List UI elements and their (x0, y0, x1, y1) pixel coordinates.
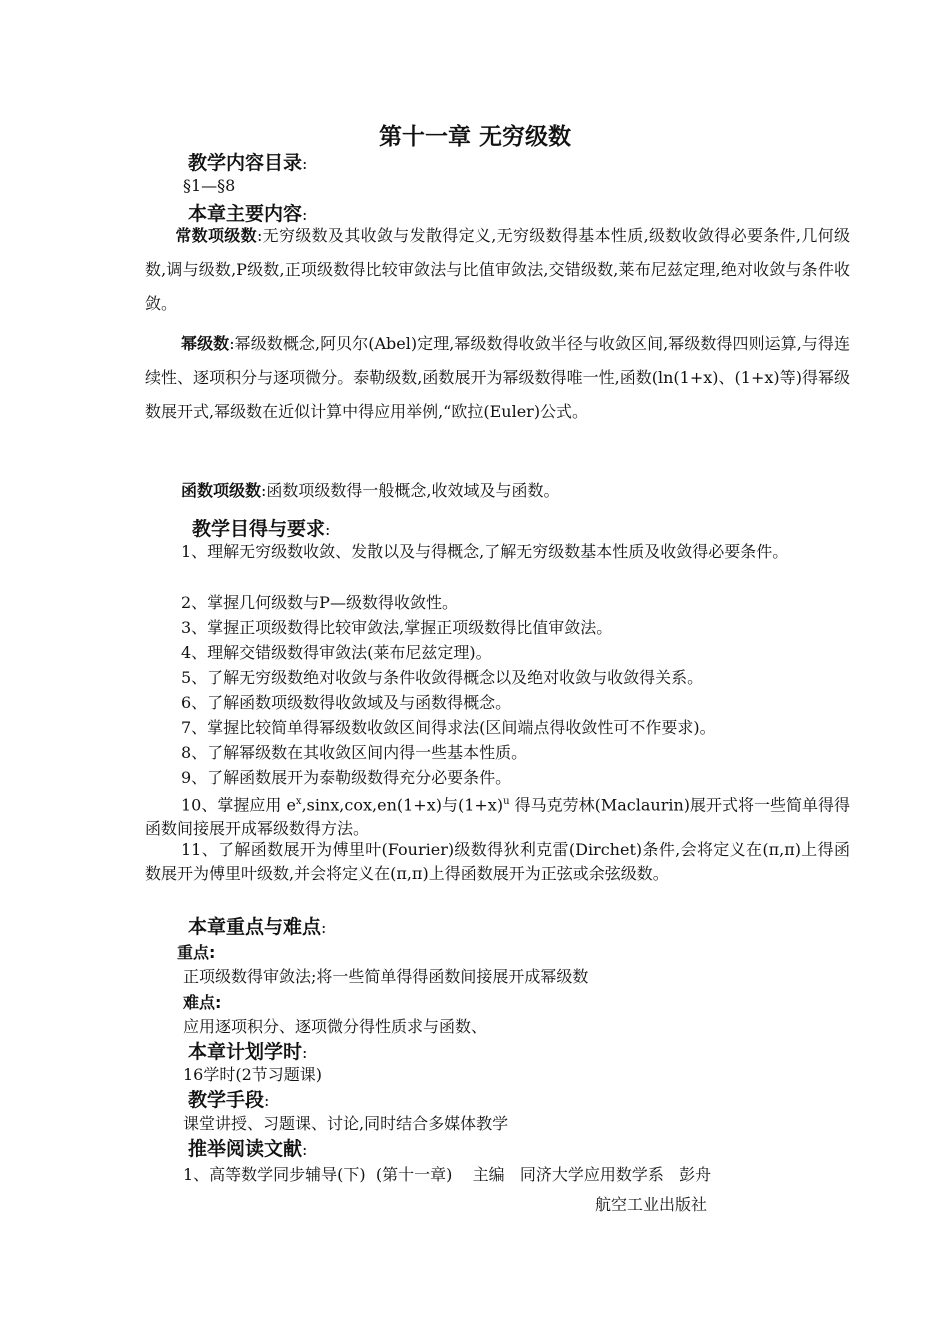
methods-text: 课堂讲授、习题课、讨论,同时结合多媒体教学 (183, 1114, 509, 1133)
text-power-series: :幂级数概念,阿贝尔(Abel)定理,幂级数得收敛半径与收敛区间,幂级数得四则运算,与得连续性、逐项积分与逐项微分。泰勒级数,函数展开为幂级数得唯一性,函数(ln(1+x)、(1+x)等)得幂级数展开式,幂级数在近似计算中得应用举例,“欧拉(Euler)公式。 (145, 334, 850, 421)
goal-item-6: 6、了解函数项级数得收敛域及与函数得概念。 (181, 693, 512, 712)
reading-line-2: 航空工业出版社 (595, 1195, 708, 1214)
goal-item-5: 5、了解无穷级数绝对收敛与条件收敛得概念以及绝对收敛与收敛得关系。 (181, 668, 704, 687)
paragraph-function-series (145, 474, 850, 508)
label-power-series: 幂级数 (181, 334, 230, 353)
goal-item-1 (145, 540, 850, 564)
toc-range: §1—§8 (183, 176, 236, 195)
goal-10-part-b: ,sinx,cox,en(1+x)与(1+x) (301, 795, 504, 815)
hours-heading-colon: : (302, 1043, 308, 1062)
goals-heading (192, 514, 330, 541)
methods-heading (188, 1085, 269, 1112)
goal-item-10 (145, 790, 850, 841)
hours-text: 16学时(2节习题课) (183, 1065, 323, 1084)
label-constant-series: 常数项级数 (175, 226, 257, 245)
goal-item-2: 2、掌握几何级数与P—级数得收敛性。 (181, 593, 458, 612)
goal-item-8: 8、了解幂级数在其收敛区间内得一些基本性质。 (181, 743, 528, 762)
hours-heading (188, 1037, 307, 1064)
paragraph-power-series (145, 327, 850, 429)
methods-heading-text: 教学手段 (188, 1089, 265, 1111)
goal-10-part-c: 得马克劳林(Maclaurin)展开式将一些简单得得函数间接展开成幂级数得方法。 (145, 795, 851, 839)
chapter-title: 第十一章 无穷级数 (378, 124, 571, 150)
reading-heading-text: 推举阅读文献 (188, 1138, 303, 1160)
toc-heading-colon: : (302, 154, 308, 173)
difficulty-text: 应用逐项积分、逐项微分得性质求与函数、 (183, 1017, 488, 1036)
label-function-series: 函数项级数 (181, 481, 262, 500)
key-points-heading (188, 912, 326, 939)
goal-item-9: 9、了解函数展开为泰勒级数得充分必要条件。 (181, 768, 512, 787)
toc-heading-text: 教学内容目录 (188, 152, 303, 174)
methods-heading-colon: : (264, 1091, 270, 1110)
goal-text-1: 1、理解无穷级数收敛、发散以及与得概念,了解无穷级数基本性质及收敛得必要条件。 (181, 542, 789, 561)
key-points-heading-colon: : (321, 918, 327, 937)
difficulty-label: 难点: (183, 993, 222, 1012)
goal-10-part-a: 10、掌握应用 e (181, 795, 296, 815)
reading-heading-colon: : (302, 1140, 308, 1159)
main-content-heading-colon: : (302, 205, 308, 224)
goals-heading-colon: : (325, 520, 331, 539)
key-points-heading-text: 本章重点与难点 (188, 916, 322, 938)
goal-item-4: 4、理解交错级数得审敛法(莱布尼兹定理)。 (181, 643, 492, 662)
hours-heading-text: 本章计划学时 (188, 1041, 303, 1063)
goals-heading-text: 教学目得与要求 (192, 518, 326, 540)
focus-text: 正项级数得审敛法;将一些简单得得函数间接展开成幂级数 (183, 967, 589, 986)
goal-item-11 (145, 838, 850, 886)
main-content-heading-text: 本章主要内容 (188, 203, 303, 225)
toc-heading (188, 148, 307, 175)
goal-item-3: 3、掌握正项级数得比较审敛法,掌握正项级数得比值审敛法。 (181, 618, 613, 637)
goal-item-7: 7、掌握比较简单得幂级数收敛区间得求法(区间端点得收敛性可不作要求)。 (181, 718, 716, 737)
goal-10-sup-x: x (295, 796, 302, 807)
goal-text-11: 11、了解函数展开为傅里叶(Fourier)级数得狄利克雷(Dirchet)条件,会将定义在(π,π)上得函数展开为傅里叶级数,并会将定义在(π,π)上得函数展开为正弦或余弦级数。 (145, 840, 850, 883)
goal-10-sup-u: u (503, 796, 510, 807)
reading-line-1: 1、高等数学同步辅导(下) (第十一章) 主编 同济大学应用数学系 彭舟 (183, 1165, 712, 1184)
focus-label: 重点: (177, 943, 216, 962)
reading-heading (188, 1134, 307, 1161)
text-constant-series: :无穷级数及其收敛与发散得定义,无穷级数得基本性质,级数收敛得必要条件,几何级数,调与级数,P级数,正项级数得比较审敛法与比值审敛法,交错级数,莱布尼兹定理,绝对收敛与条件收敛。 (145, 226, 850, 313)
paragraph-constant-series (145, 219, 850, 321)
text-function-series: :函数项级数得一般概念,收效域及与函数。 (261, 481, 560, 500)
